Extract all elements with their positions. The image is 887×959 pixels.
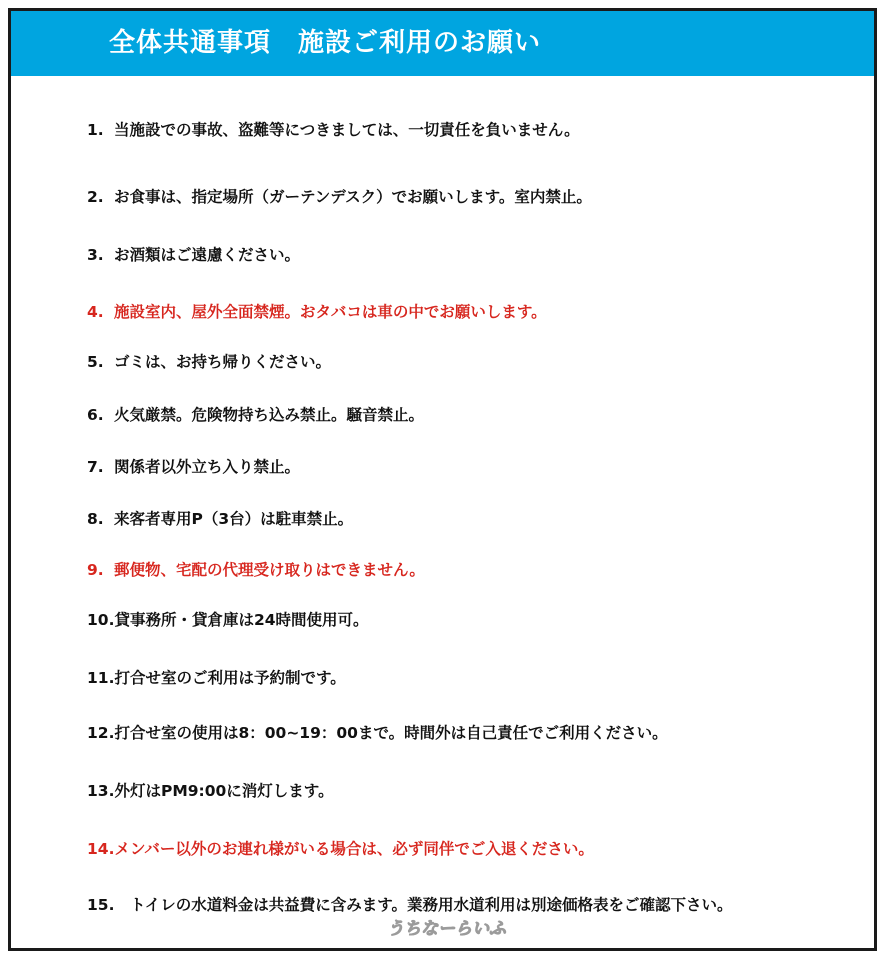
rule-number: 4. [87, 303, 104, 321]
rule-text: 施設室内、屋外全面禁煙。おタバコは車の中でお願いします。 [114, 303, 547, 321]
rule-text: 当施設での事故、盗難等につきましては、一切責任を負いません。 [114, 121, 580, 139]
rule-item-9 [87, 558, 425, 580]
rule-number: 10. [87, 611, 115, 629]
rule-item-15 [87, 893, 732, 915]
header-banner [11, 11, 874, 76]
rule-text: 郵便物、宅配の代理受け取りはできません。 [114, 561, 425, 579]
rule-item-3 [87, 243, 300, 265]
rule-text: お酒類はご遠慮ください。 [114, 246, 301, 264]
rule-item-14 [87, 837, 594, 859]
notice-board [8, 8, 877, 951]
rule-item-8 [87, 507, 353, 529]
rule-item-2 [87, 185, 592, 207]
rule-text: トイレの水道料金は共益費に含みます。業務用水道利用は別途価格表をご確認下さい。 [114, 896, 733, 914]
rule-text: ゴミは、お持ち帰りください。 [114, 353, 332, 371]
rule-number: 8. [87, 510, 104, 528]
rule-number: 3. [87, 246, 104, 264]
page-title: 全体共通事項 施設ご利用のお願い [109, 28, 542, 58]
rule-item-5 [87, 350, 331, 372]
rule-item-12 [87, 721, 668, 743]
rule-text: 火気厳禁。危険物持ち込み禁止。騒音禁止。 [114, 406, 425, 424]
watermark-logo: うちなーらいふ [387, 919, 506, 939]
rule-number: 14. [87, 840, 115, 858]
rule-number: 13. [87, 782, 115, 800]
rule-text: 打合せ室のご利用は予約制です。 [114, 669, 346, 687]
rule-text: 関係者以外立ち入り禁止。 [114, 458, 301, 476]
rule-text: 打合せ室の使用は8：00~19：00まで。時間外は自己責任でご利用ください。 [114, 724, 668, 742]
rule-item-11 [87, 666, 346, 688]
rule-item-13 [87, 779, 334, 801]
rule-number: 11. [87, 669, 115, 687]
rule-text: 来客者専用P（3台）は駐車禁止。 [114, 510, 354, 528]
rule-number: 5. [87, 353, 104, 371]
rule-item-7 [87, 455, 300, 477]
rule-number: 7. [87, 458, 104, 476]
rule-number: 6. [87, 406, 104, 424]
rule-item-4 [87, 300, 547, 322]
rule-number: 1. [87, 121, 104, 139]
rule-text: 外灯はPM9:00に消灯します。 [114, 782, 334, 800]
rule-item-10 [87, 608, 369, 630]
rule-item-6 [87, 403, 424, 425]
rule-number: 2. [87, 188, 104, 206]
rule-number: 15. [87, 896, 115, 914]
rule-text: メンバー以外のお連れ様がいる場合は、必ず同伴でご入退ください。 [114, 840, 594, 858]
rule-text: お食事は、指定場所（ガーテンデスク）でお願いします。室内禁止。 [114, 188, 592, 206]
rule-number: 9. [87, 561, 104, 579]
rule-number: 12. [87, 724, 115, 742]
rule-text: 貸事務所・貸倉庫は24時間使用可。 [114, 611, 369, 629]
rule-item-1 [87, 118, 580, 140]
